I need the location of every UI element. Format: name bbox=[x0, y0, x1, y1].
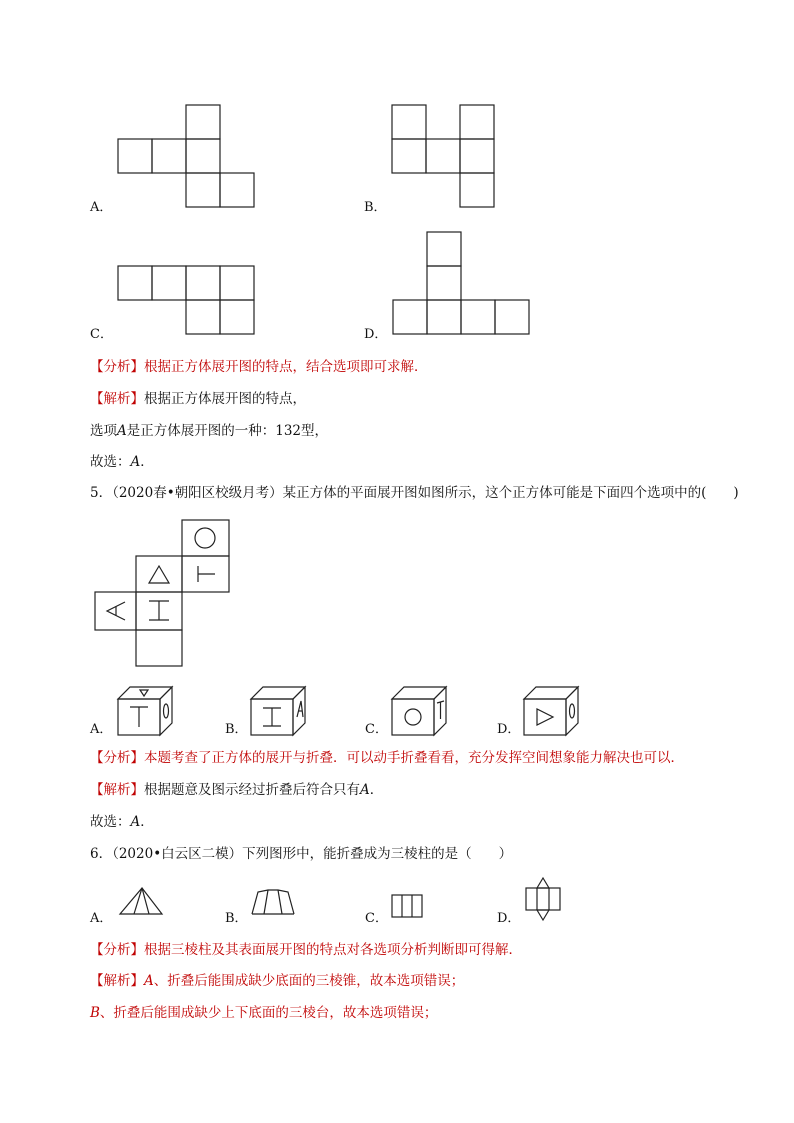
solution-tag: 【解析】 bbox=[90, 973, 144, 989]
cube-d-front-triangle bbox=[537, 709, 553, 725]
solution-tag: 【解析】 bbox=[90, 782, 144, 798]
solution-line2-post: 是正方体展开图的一种：132型， bbox=[126, 423, 329, 439]
q4-net-d bbox=[393, 231, 533, 336]
solution-line2-pre: 选项 bbox=[90, 423, 117, 439]
cube-b-side-a bbox=[297, 701, 303, 717]
answer-pre: 故选： bbox=[90, 454, 131, 470]
solution-text: 根据正方体展开图的特点， bbox=[144, 391, 306, 407]
q6-stem: 6．（2020•白云区二模）下列图形中，能折叠成为三棱柱的是（ ） bbox=[90, 846, 513, 862]
q6-solution bbox=[90, 971, 464, 991]
q6-option-a-label: A． bbox=[90, 911, 113, 926]
q6-figure-d bbox=[524, 876, 574, 926]
q4-solution bbox=[90, 389, 306, 409]
q4-option-d-label: D． bbox=[364, 327, 388, 342]
q5-stem: 5．（2020春•朝阳区校级月考）某正方体的平面展开图如图所示，这个正方体可能是下面四个选项中的( ) bbox=[90, 485, 739, 501]
q6-figure-a bbox=[118, 886, 178, 920]
solution-tag: 【解析】 bbox=[90, 391, 144, 407]
q4-net-b bbox=[392, 104, 502, 209]
q6-option-c-label: C． bbox=[365, 911, 388, 926]
q6-figure-c bbox=[391, 894, 431, 928]
q5-option-d-label: D． bbox=[497, 722, 521, 737]
solution-line2-var: A bbox=[117, 423, 127, 439]
q5-cube-d bbox=[524, 687, 584, 737]
net-i bbox=[149, 601, 169, 620]
q5-solution bbox=[90, 780, 383, 800]
q5-cube-b bbox=[251, 687, 311, 737]
solution-pre: 根据题意及图示经过折叠后符合只有 bbox=[144, 782, 360, 798]
q4-option-c-label: C． bbox=[90, 327, 113, 342]
analysis-text: 根据正方体展开图的特点，结合选项即可求解． bbox=[144, 359, 428, 375]
q4-analysis bbox=[90, 357, 428, 377]
answer-post: ． bbox=[140, 814, 154, 830]
q5-cube-c bbox=[392, 687, 452, 737]
net-circle bbox=[195, 528, 215, 548]
answer-var: A bbox=[130, 814, 141, 830]
q4-option-a-label: A． bbox=[90, 200, 113, 215]
answer-post: ． bbox=[140, 454, 154, 470]
solution-var: A bbox=[144, 973, 154, 989]
q4-net-a bbox=[118, 104, 258, 209]
q4-option-b-label: B． bbox=[364, 200, 387, 215]
answer-var: A bbox=[130, 454, 141, 470]
cube-a-top-triangle bbox=[140, 690, 148, 696]
q4-solution-line2 bbox=[90, 421, 328, 441]
cube-c-side-t bbox=[437, 701, 444, 719]
q6-option-b-label: B． bbox=[225, 911, 248, 926]
answer-pre: 故选： bbox=[90, 814, 131, 830]
q4-net-c bbox=[118, 265, 258, 337]
q5-option-a-label: A． bbox=[90, 722, 113, 737]
cube-c-front-o bbox=[405, 709, 421, 725]
analysis-tag: 【分析】 bbox=[90, 942, 144, 958]
net-a-rotated bbox=[107, 602, 125, 620]
solution-b-text: 、折叠后能围成缺少上下底面的三棱台，故本选项错误； bbox=[99, 1005, 438, 1021]
q5-analysis bbox=[90, 748, 684, 768]
solution-text: 、折叠后能围成缺少底面的三棱锥，故本选项错误； bbox=[153, 973, 465, 989]
q5-cube-a bbox=[118, 687, 178, 737]
analysis-tag: 【分析】 bbox=[90, 750, 144, 766]
cube-b-front-i bbox=[263, 708, 281, 726]
q6-option-d-label: D． bbox=[497, 911, 521, 926]
q6-analysis bbox=[90, 940, 522, 960]
cube-a-side-0 bbox=[164, 704, 169, 718]
cube-d-side-0 bbox=[570, 704, 575, 718]
analysis-tag: 【分析】 bbox=[90, 359, 144, 375]
q6-figure-b bbox=[250, 888, 300, 922]
solution-post: ． bbox=[369, 782, 384, 798]
q4-answer bbox=[90, 452, 154, 472]
analysis-text: 本题考查了正方体的展开与折叠．可以动手折叠看看，充分发挥空间想象能力解决也可以． bbox=[144, 750, 684, 766]
net-t-rotated bbox=[198, 566, 215, 582]
solution-b-var: B bbox=[90, 1005, 100, 1021]
q5-cube-net bbox=[95, 520, 235, 670]
cube-a-front-t bbox=[130, 707, 148, 727]
analysis-text: 根据三棱柱及其表面展开图的特点对各选项分析判断即可得解． bbox=[144, 942, 522, 958]
q5-answer bbox=[90, 812, 154, 832]
q5-option-b-label: B． bbox=[225, 722, 248, 737]
solution-var: A bbox=[360, 782, 370, 798]
q5-option-c-label: C． bbox=[365, 722, 388, 737]
q6-solution-b bbox=[90, 1003, 437, 1023]
net-triangle bbox=[149, 566, 169, 583]
